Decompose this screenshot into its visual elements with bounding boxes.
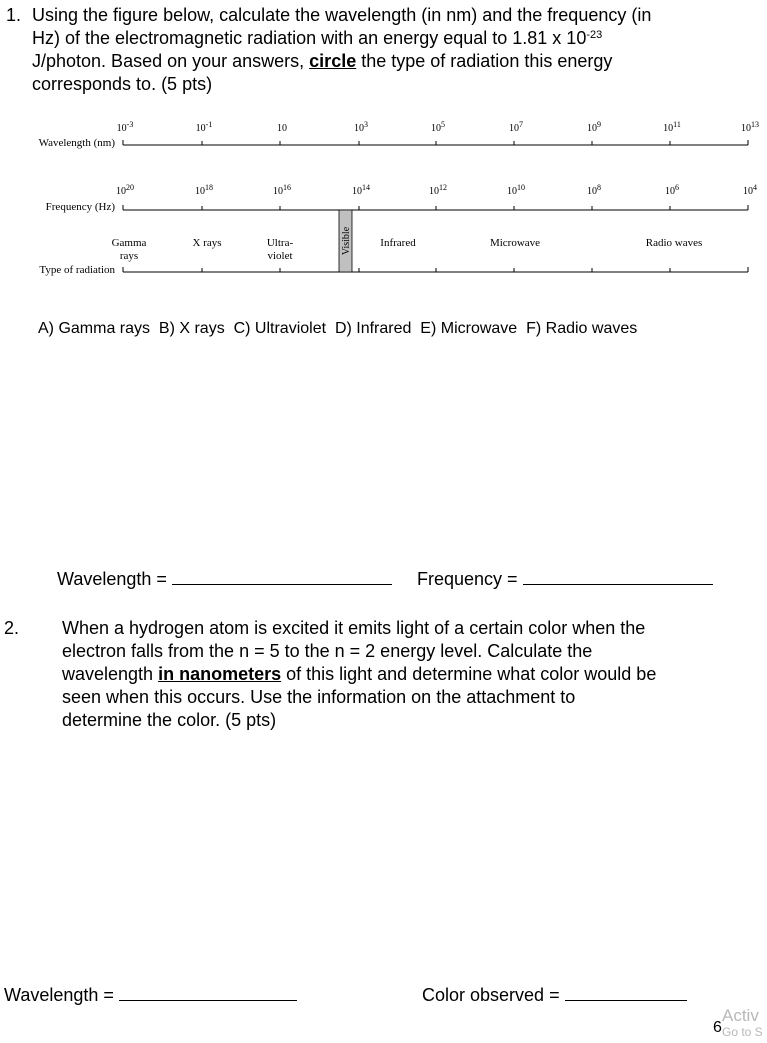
- watermark-line-2: Go to S: [722, 1025, 763, 1039]
- question-2-line-4: seen when this occurs. Use the information on the attachment to: [62, 687, 576, 707]
- emphasis-circle: circle: [309, 51, 357, 71]
- q2-color-label: Color observed =: [422, 985, 560, 1005]
- frequency-tick-label: $10^4$: [743, 183, 757, 197]
- q1-wavelength-label: Wavelength =: [57, 569, 167, 589]
- frequency-tick-label: $10^{16}$: [273, 183, 291, 197]
- frequency-axis-label: Frequency (Hz): [45, 201, 115, 213]
- question-2-line-2: electron falls from the n = 5 to the n = 2 energy level. Calculate the: [62, 641, 593, 661]
- frequency-tick-label: $10^{14}$: [352, 183, 370, 197]
- region-ultraviolet: Ultra-violet: [266, 237, 294, 262]
- region-gamma-rays: Gamma rays: [111, 237, 147, 262]
- question-1-line-2: Hz) of the electromagnetic radiation with an energy equal to 1.81 x $10^{-23}$: [32, 28, 603, 48]
- region-radio-waves: Radio waves: [645, 237, 703, 249]
- q1-wavelength-answer: [57, 569, 392, 590]
- q2-color-blank[interactable]: [565, 999, 687, 1001]
- wavelength-tick-label: $10^{-3}$: [116, 120, 134, 134]
- question-1-line-4: corresponds to. (5 pts): [32, 74, 213, 94]
- question-2-line-3: wavelength in nanometers of this light and determine what color would be: [62, 664, 657, 684]
- region-microwave: Microwave: [489, 237, 541, 249]
- question-2-line-5: determine the color. (5 pts): [62, 710, 277, 730]
- q2-wavelength-answer: [4, 985, 297, 1006]
- radiation-regions: [112, 210, 703, 272]
- activation-watermark: [722, 1007, 763, 1039]
- region-infrared: Infrared: [380, 237, 416, 249]
- question-1-number: 1.: [6, 5, 22, 25]
- q1-wavelength-blank[interactable]: [172, 583, 392, 585]
- question-2-text: [62, 617, 762, 732]
- wavelength-tick-label: 10: [277, 123, 287, 134]
- watermark-line-1: Activ: [722, 1006, 759, 1025]
- question-2-line-1: When a hydrogen atom is excited it emits light of a certain color when the: [62, 618, 646, 638]
- q1-frequency-answer: [417, 569, 713, 590]
- wavelength-tick-label: $10^{11}$: [663, 120, 681, 134]
- region-x-rays: X rays: [192, 237, 222, 249]
- frequency-tick-labels: [116, 183, 757, 197]
- spectrum-axes: [39, 137, 748, 276]
- question-1-line-3: J/photon. Based on your answers, circle the type of radiation this energy: [32, 51, 613, 71]
- q1-frequency-blank[interactable]: [523, 583, 713, 585]
- wavelength-tick-labels: [117, 120, 759, 134]
- wavelength-tick-label: $10^5$: [431, 120, 445, 134]
- wavelength-tick-label: $10^{-1}$: [195, 120, 213, 134]
- frequency-tick-label: $10^6$: [665, 183, 679, 197]
- q2-wavelength-label: Wavelength =: [4, 985, 114, 1005]
- q1-frequency-label: Frequency =: [417, 569, 518, 589]
- type-axis-label: Type of radiation: [39, 264, 115, 276]
- wavelength-tick-label: $10^{13}$: [741, 120, 759, 134]
- answer-choices: A) Gamma rays B) X rays C) Ultraviolet D) Infrared E) Microwave F) Radio waves: [38, 320, 638, 337]
- frequency-tick-label: $10^{20}$: [116, 183, 134, 197]
- frequency-tick-label: $10^{10}$: [507, 183, 525, 197]
- frequency-tick-label: $10^8$: [587, 183, 601, 197]
- frequency-tick-label: $10^{18}$: [195, 183, 213, 197]
- question-1-line-1: Using the figure below, calculate the wavelength (in nm) and the frequency (in: [32, 5, 652, 25]
- emphasis-in-nanometers: in nanometers: [158, 664, 282, 684]
- q2-color-answer: [422, 985, 687, 1006]
- frequency-tick-label: $10^{12}$: [429, 183, 447, 197]
- wavelength-axis-label: Wavelength (nm): [38, 137, 115, 149]
- region-visible: Visible: [341, 226, 352, 256]
- question-1-text: [32, 4, 762, 96]
- exponent: -23: [586, 29, 603, 41]
- question-2-number: 2.: [4, 618, 20, 638]
- electromagnetic-spectrum-figure: [0, 110, 767, 290]
- wavelength-tick-label: $10^3$: [354, 120, 368, 134]
- wavelength-tick-label: $10^9$: [587, 120, 601, 134]
- wavelength-tick-label: $10^7$: [509, 120, 523, 134]
- page-number: 6: [713, 1019, 722, 1036]
- q2-wavelength-blank[interactable]: [119, 999, 297, 1001]
